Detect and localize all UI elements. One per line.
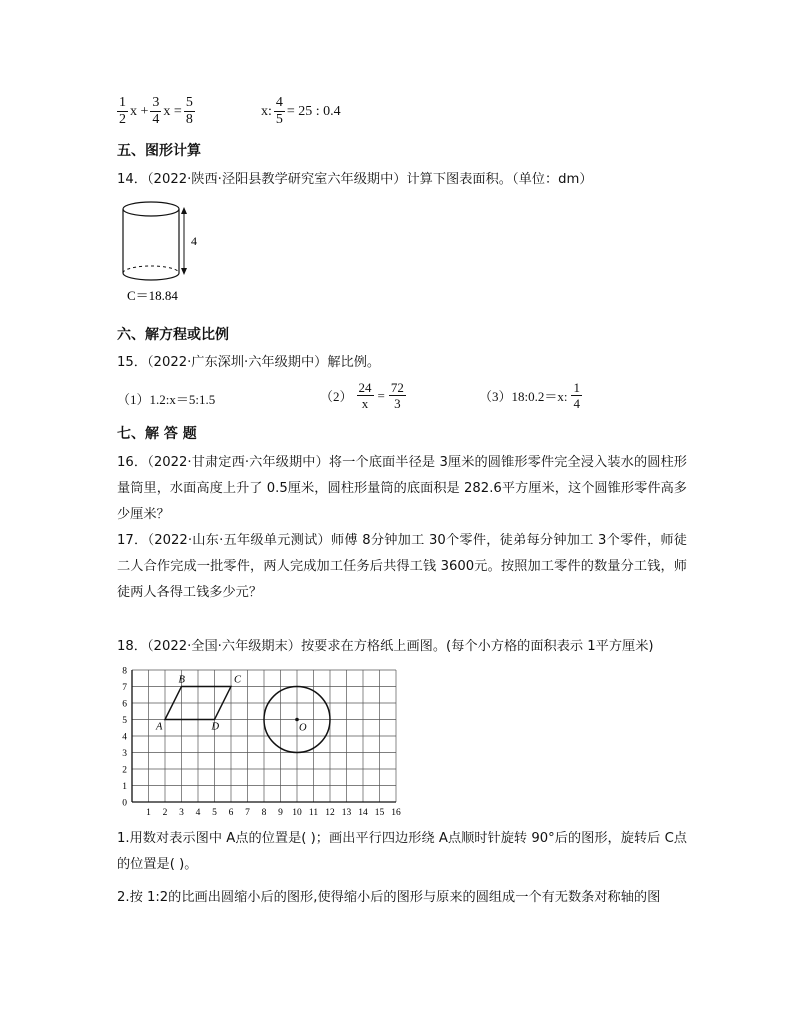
equation-left xyxy=(117,96,195,127)
question-18: 18．（2022·全国·六年级期末）按要求在方格纸上画图。(每个小方格的面积表示 1平方厘米) xyxy=(117,639,654,654)
proportion-label: （2） xyxy=(320,389,353,404)
cylinder-top xyxy=(123,202,179,216)
denominator: x xyxy=(361,396,369,411)
y-tick-label: 1 xyxy=(122,782,127,792)
denominator: 3 xyxy=(394,396,401,411)
question-18-part-2: 2.按 1:2的比画出圆缩小后的图形,使得缩小后的图形与原来的圆组成一个有无数条对称轴的图 xyxy=(117,890,661,905)
y-tick-label: 6 xyxy=(122,699,127,710)
cylinder-figure xyxy=(115,196,225,308)
numerator: 72 xyxy=(390,380,404,395)
equation-term: x = xyxy=(163,103,182,119)
numerator: 5 xyxy=(185,95,193,110)
fraction xyxy=(150,96,161,127)
fraction xyxy=(274,96,285,127)
x-tick-label: 13 xyxy=(341,808,352,818)
x-tick-label: 11 xyxy=(308,808,319,818)
circle-center-point xyxy=(295,718,299,722)
fraction xyxy=(184,96,195,127)
y-tick-label: 8 xyxy=(122,666,127,677)
vertex-label-d: D xyxy=(211,721,220,733)
x-tick-label: 4 xyxy=(195,808,201,818)
denominator: 8 xyxy=(185,112,193,127)
x-tick-label: 6 xyxy=(228,808,234,818)
proportion-text: （3）18:0.2＝x: xyxy=(479,389,568,404)
cylinder-bottom-front xyxy=(123,273,179,280)
y-tick-label: 5 xyxy=(122,716,127,726)
equation-term: = 25 : 0.4 xyxy=(286,103,341,119)
y-tick-label: 0 xyxy=(122,798,127,809)
denominator: 2 xyxy=(119,112,126,127)
y-tick-label: 2 xyxy=(122,765,127,776)
x-tick-label: 1 xyxy=(146,808,151,818)
proportion-1 xyxy=(117,389,215,408)
section-title-5: 五、图形计算 xyxy=(117,143,201,159)
denominator: 4 xyxy=(152,112,160,127)
grid-figure xyxy=(110,666,410,821)
height-label: 4 xyxy=(191,234,197,248)
numerator: 4 xyxy=(275,95,283,110)
arrow-head-up xyxy=(181,207,187,214)
section-title-6: 六、解方程或比例 xyxy=(117,327,229,343)
fraction xyxy=(571,381,582,410)
x-tick-label: 10 xyxy=(292,808,302,818)
cylinder-bottom-back xyxy=(123,266,179,273)
fraction xyxy=(389,381,406,410)
question-15: 15．（2022·广东深圳·六年级期中）解比例。 xyxy=(117,355,381,370)
denominator: 4 xyxy=(573,396,580,411)
x-tick-label: 16 xyxy=(391,808,401,818)
y-tick-label: 4 xyxy=(122,732,127,743)
question-16: 16．（2022·甘肃定西·六年级期中）将一个底面半径是 3厘米的圆锥形零件完全浸入装水的圆柱形量筒里，水面高度上升了 0.5厘米，圆柱形量筒的底面积是 282.6平方厘米，这个圆锥形零件高多少厘米？ xyxy=(117,455,687,522)
section-title-7: 七、解 答 题 xyxy=(117,426,197,442)
question-18-part-1: 1.用数对表示图中 A点的位置是( )；画出平行四边形绕 A点顺时针旋转 90°后的图形，旋转后 C点的位置是( )。 xyxy=(117,831,687,872)
x-tick-label: 8 xyxy=(261,808,267,818)
y-tick-label: 7 xyxy=(122,683,127,693)
equals-sign: = xyxy=(377,387,385,403)
equation-right xyxy=(261,96,341,127)
proportion-2 xyxy=(320,381,406,410)
proportion-3 xyxy=(479,381,582,410)
x-tick-label: 3 xyxy=(179,808,184,818)
circle-center-label: O xyxy=(299,722,307,734)
x-tick-label: 5 xyxy=(212,808,217,818)
fraction xyxy=(357,381,374,410)
vertex-label-a: A xyxy=(156,721,163,733)
numerator: 1 xyxy=(573,380,580,395)
proportion-text: （1）1.2:x＝5:1.5 xyxy=(117,392,216,407)
x-tick-label: 2 xyxy=(162,808,168,818)
fraction xyxy=(117,96,128,127)
numerator: 3 xyxy=(152,95,160,110)
numerator: 1 xyxy=(119,95,126,110)
x-tick-label: 15 xyxy=(374,808,385,818)
x-tick-label: 9 xyxy=(278,808,283,818)
x-tick-label: 14 xyxy=(358,808,368,818)
equation-term: x + xyxy=(130,103,149,119)
question-14: 14．（2022·陕西·泾阳县教学研究室六年级期中）计算下图表面积。（单位：dm） xyxy=(117,172,593,187)
y-tick-label: 3 xyxy=(122,749,127,759)
x-tick-label: 7 xyxy=(245,808,250,818)
denominator: 5 xyxy=(275,112,283,127)
circumference-label: C＝18.84 xyxy=(127,288,178,303)
vertex-label-c: C xyxy=(234,674,242,686)
vertex-label-b: B xyxy=(178,674,185,686)
numerator: 24 xyxy=(358,380,372,395)
x-tick-label: 12 xyxy=(325,808,335,818)
arrow-head-down xyxy=(181,268,187,275)
equation-term: x: xyxy=(261,103,272,119)
question-17: 17．（2022·山东·五年级单元测试）师傅 8分钟加工 30个零件，徒弟每分钟加工 3个零件，师徒二人合作完成一批零件，两人完成加工任务后共得工钱 3600元。按照加工零件的数量分工钱，师徒两人各得工钱多少元？ xyxy=(117,533,687,600)
